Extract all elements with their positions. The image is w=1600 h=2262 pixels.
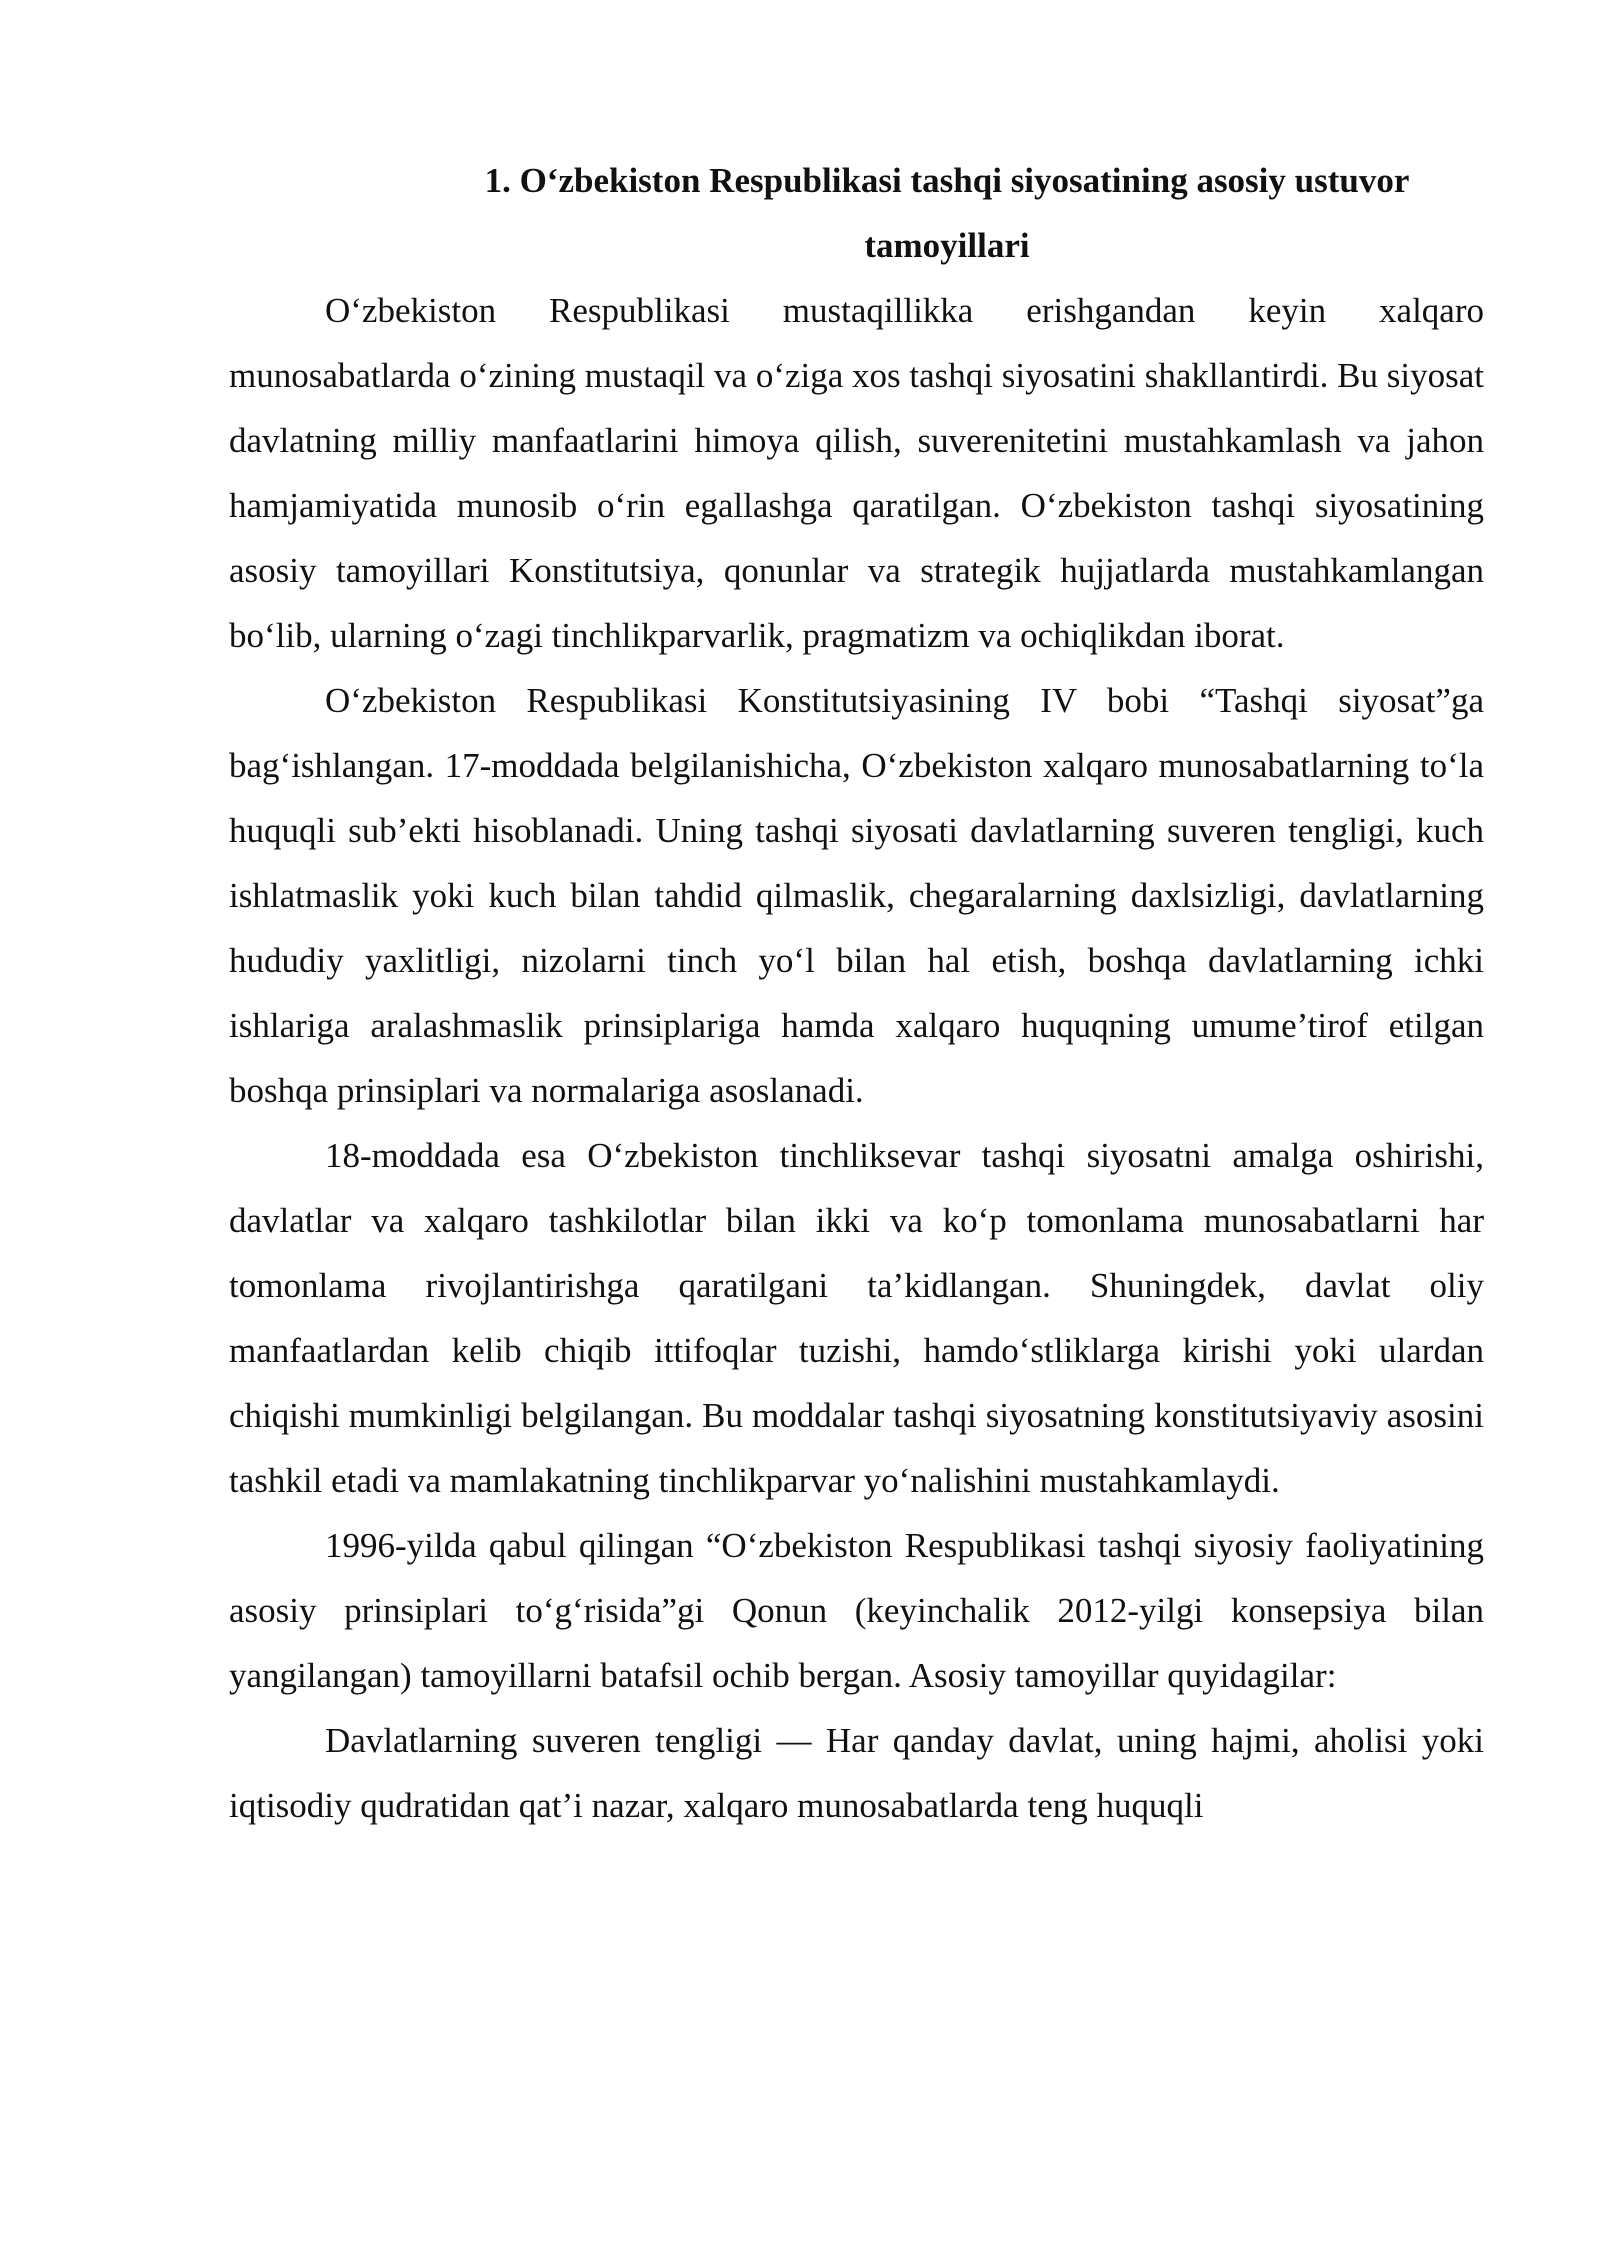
paragraph-constitution-chapter: O‘zbekiston Respublikasi Konstitutsiyasining IV bobi “Tashqi siyosat”ga bag‘ishlangan. 17-moddada belgilanishicha, O‘zbekiston xalqaro munosabatlarning to‘la huquqli sub’ekti hisoblanadi. Uning tashqi siyosati davlatlarning suveren tengligi, kuch ishlatmaslik yoki kuch bilan tahdid qilmaslik, chegaralarning daxlsizligi, davlatlarning hududiy yaxlitligi, nizolarni tinch yo‘l bilan hal etish, boshqa davlatlarning ichki ishlariga aralashmaslik prinsiplariga hamda xalqaro huquqning umume’tirof etilgan boshqa prinsiplari va normalariga asoslanadi. (229, 681, 1484, 1110)
paragraph-law-1996: 1996-yilda qabul qilingan “O‘zbekiston Respublikasi tashqi siyosiy faoliyatining asosiy prinsiplari to‘g‘risida”gi Qonun (keyinchalik 2012-yilgi konsepsiya bilan yangilangan) tamoyillarni batafsil ochib bergan. Asosiy tamoyillar quyidagilar: (229, 1526, 1484, 1695)
document-body (229, 148, 1484, 1838)
paragraph-sovereign-equality: Davlatlarning suveren tengligi — Har qanday davlat, uning hajmi, aholisi yoki iqtisodiy qudratidan qat’i nazar, xalqaro munosabatlarda teng huquqli (229, 1721, 1484, 1825)
page-title: 1. O‘zbekiston Respublikasi tashqi siyosatining asosiy ustuvor tamoyillari (484, 161, 1410, 265)
paragraph-intro: O‘zbekiston Respublikasi mustaqillikka erishgandan keyin xalqaro munosabatlarda o‘zining mustaqil va o‘ziga xos tashqi siyosatini shakllantirdi. Bu siyosat davlatning milliy manfaatlarini himoya qilish, suverenitetini mustahkamlash va jahon hamjamiyatida munosib o‘rin egallashga qaratilgan. O‘zbekiston tashqi siyosatining asosiy tamoyillari Konstitutsiya, qonunlar va strategik hujjatlarda mustahkamlangan bo‘lib, ularning o‘zagi tinchlikparvarlik, pragmatizm va ochiqlikdan iborat. (229, 291, 1484, 655)
paragraph-article-18: 18-moddada esa O‘zbekiston tinchliksevar tashqi siyosatni amalga oshirishi, davlatlar va xalqaro tashkilotlar bilan ikki va ko‘p tomonlama munosabatlarni har tomonlama rivojlantirishga qaratilgani ta’kidlangan. Shuningdek, davlat oliy manfaatlardan kelib chiqib ittifoqlar tuzishi, hamdo‘stliklarga kirishi yoki ulardan chiqishi mumkinligi belgilangan. Bu moddalar tashqi siyosatning konstitutsiyaviy asosini tashkil etadi va mamlakatning tinchlikparvar yo‘nalishini mustahkamlaydi. (229, 1136, 1484, 1500)
